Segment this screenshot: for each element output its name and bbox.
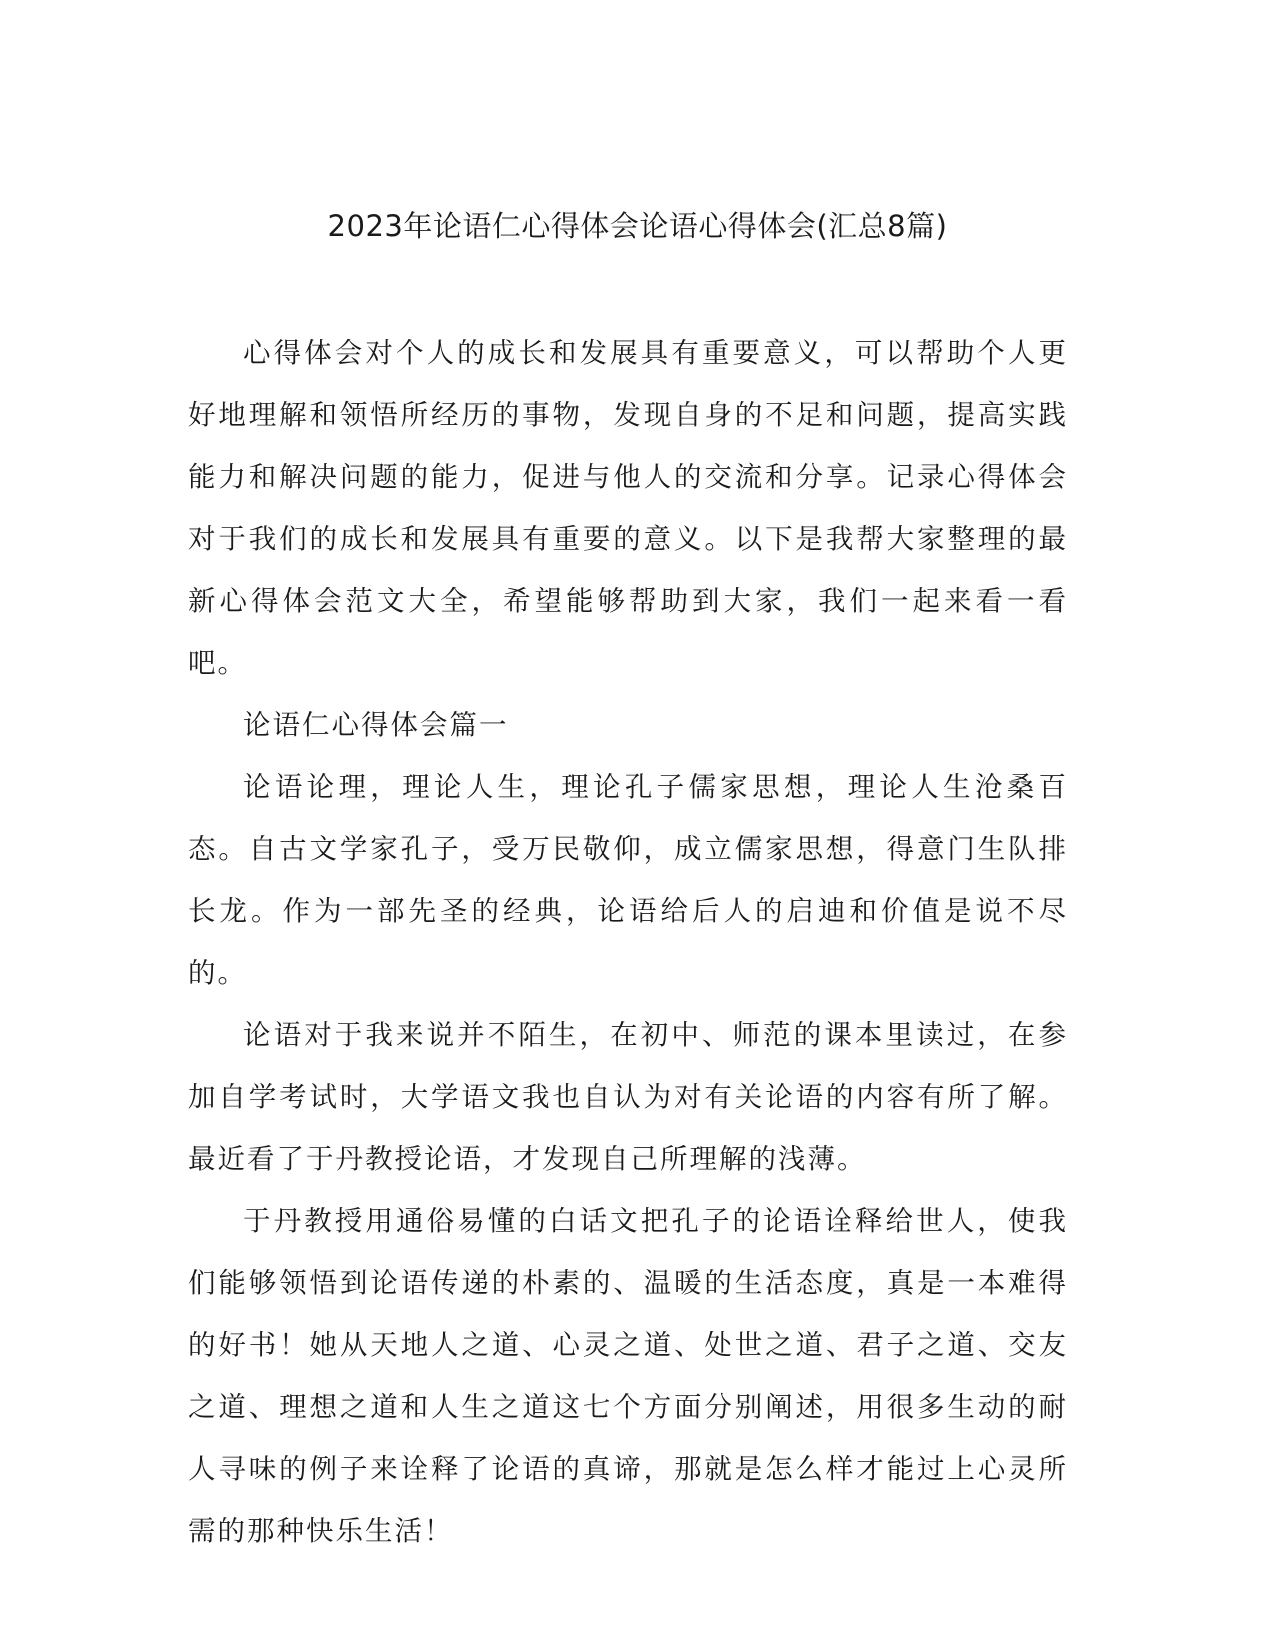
body-paragraph: 论语论理，理论人生，理论孔子儒家思想，理论人生沧桑百态。自古文学家孔子，受万民敬仰，成立儒家思想，得意门生队排长龙。作为一部先圣的经典，论语给后人的启迪和价值是说不尽的。 [188, 771, 1068, 989]
intro-paragraph: 心得体会对个人的成长和发展具有重要意义，可以帮助个人更好地理解和领悟所经历的事物，发现自身的不足和问题，提高实践能力和解决问题的能力，促进与他人的交流和分享。记录心得体会对于我们的成长和发展具有重要的意义。以下是我帮大家整理的最新心得体会范文大全，希望能够帮助到大家，我们一起来看一看吧。 [188, 337, 1068, 679]
body-paragraph: 论语对于我来说并不陌生，在初中、师范的课本里读过，在参加自学考试时，大学语文我也自认为对有关论语的内容有所了解。最近看了于丹教授论语，才发现自己所理解的浅薄。 [188, 1019, 1068, 1175]
section-heading: 论语仁心得体会篇一 [243, 709, 509, 741]
document-title: 2023年论语仁心得体会论语心得体会(汇总8篇) [327, 209, 948, 243]
document-body [188, 322, 1068, 1562]
body-paragraph: 于丹教授用通俗易懂的白话文把孔子的论语诠释给世人，使我们能够领悟到论语传递的朴素的、温暖的生活态度，真是一本难得的好书！她从天地人之道、心灵之道、处世之道、君子之道、交友之道、理想之道和人生之道这七个方面分别阐述，用很多生动的耐人寻味的例子来诠释了论语的真谛，那就是怎么样才能过上心灵所需的那种快乐生活！ [188, 1205, 1068, 1547]
